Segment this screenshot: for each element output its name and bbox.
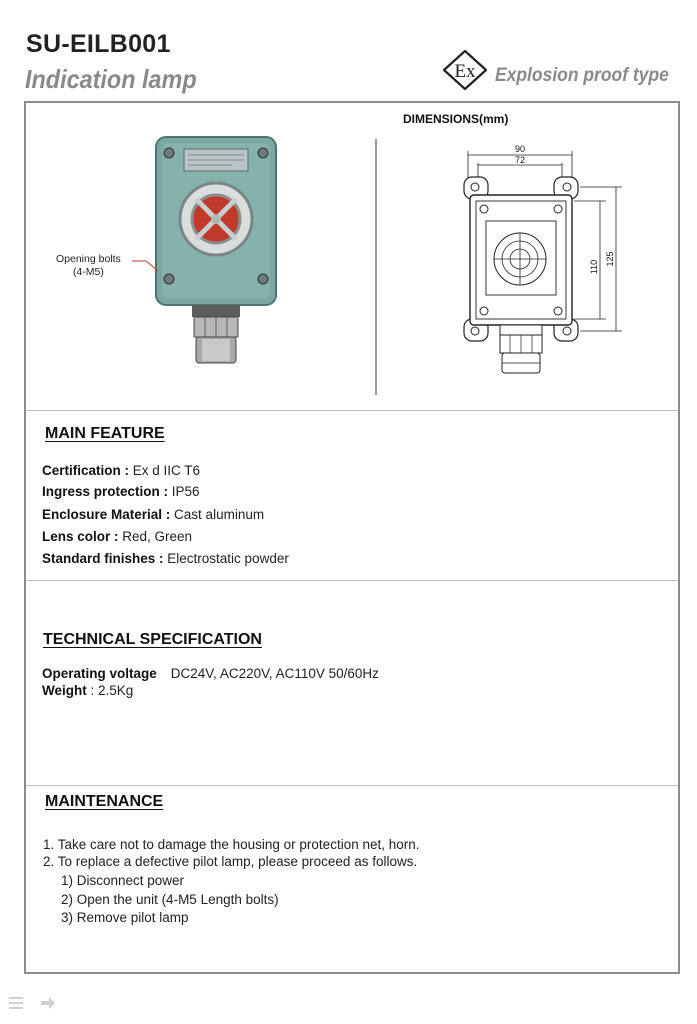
- divider-line: [26, 410, 678, 411]
- feature-row-finishes: Standard finishes : Electrostatic powder: [42, 551, 289, 566]
- explosion-proof-label: Explosion proof type: [495, 65, 669, 86]
- maintenance-line: 1. Take care not to damage the housing or protection net, horn.: [43, 837, 420, 852]
- product-subtitle: Indication lamp: [25, 64, 197, 94]
- feature-row-material: Enclosure Material : Cast aluminum: [42, 507, 265, 522]
- maintenance-step: 1) Disconnect power: [61, 873, 185, 888]
- maintenance-line: 2. To replace a defective pilot lamp, please proceed as follows.: [43, 854, 418, 869]
- feature-row-ingress: Ingress protection : IP56: [42, 484, 200, 499]
- svg-text:125: 125: [605, 251, 615, 267]
- svg-text:72: 72: [514, 155, 526, 165]
- feature-row-lens: Lens color : Red, Green: [42, 529, 193, 544]
- opening-bolts-callout: Opening bolts (4-M5): [56, 253, 121, 278]
- svg-text:90: 90: [514, 144, 526, 154]
- technical-title: TECHNICAL SPECIFICATION: [43, 631, 262, 648]
- maintenance-title: MAINTENANCE: [45, 793, 164, 810]
- feature-row-certification: Certification : Ex d IIC T6: [42, 463, 201, 478]
- main-feature-title: MAIN FEATURE: [45, 425, 165, 442]
- section-divider: [375, 139, 377, 395]
- spec-row-weight: Weight : 2.5Kg: [42, 683, 134, 698]
- maintenance-step: 2) Open the unit (4-M5 Length bolts): [61, 892, 279, 907]
- dimensions-title: DIMENSIONS(mm): [403, 112, 509, 126]
- maintenance-step: 3) Remove pilot lamp: [61, 910, 189, 925]
- dimension-drawing: [456, 143, 646, 393]
- divider-line: [26, 580, 678, 581]
- list-icon[interactable]: [8, 996, 24, 1010]
- ex-mark-icon: [442, 49, 488, 91]
- datasheet-frame: [24, 101, 680, 974]
- arrow-right-icon[interactable]: [40, 996, 56, 1010]
- svg-text:110: 110: [589, 259, 599, 275]
- spec-row-voltage: Operating voltage DC24V, AC220V, AC110V 50/60Hz: [42, 666, 379, 681]
- product-model: SU-EILB001: [26, 30, 171, 58]
- divider-line: [26, 785, 678, 786]
- svg-text:Ex: Ex: [454, 61, 476, 82]
